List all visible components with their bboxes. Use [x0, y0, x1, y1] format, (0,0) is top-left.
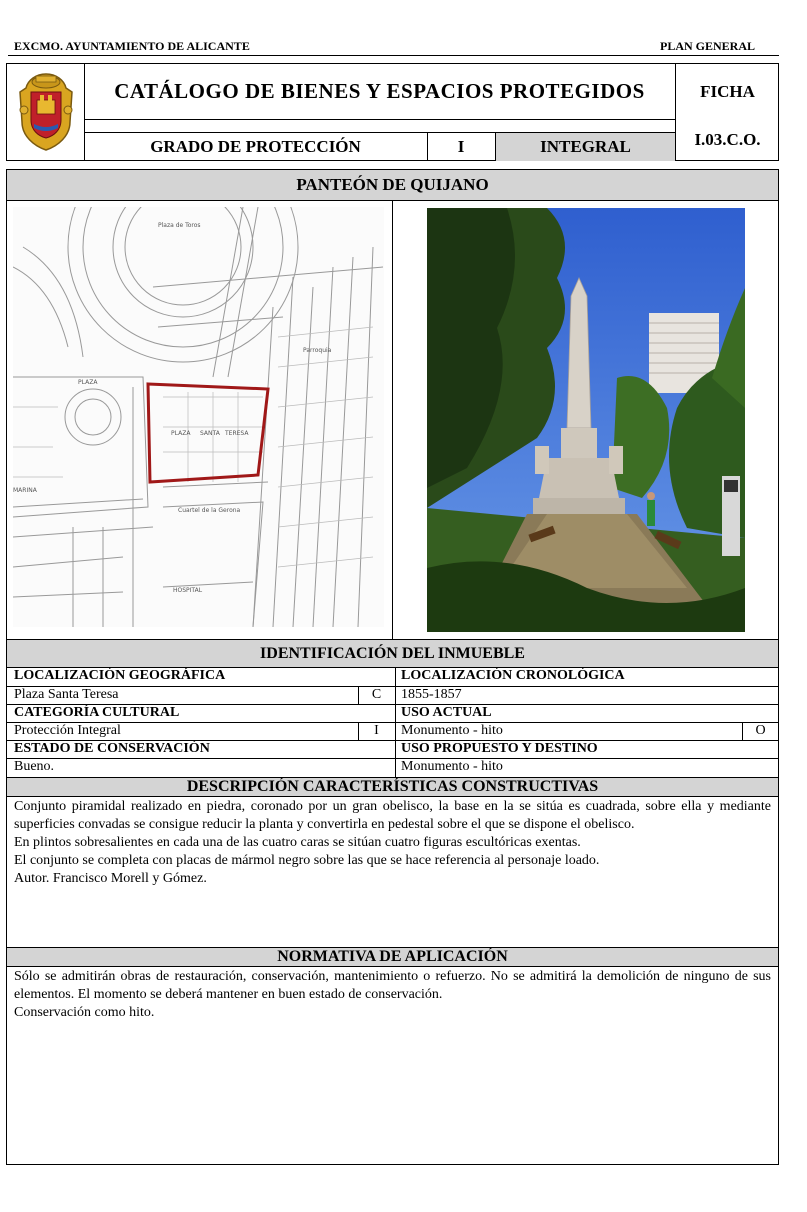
svg-text:Cuartel de la Gerona: Cuartel de la Gerona: [178, 507, 241, 514]
chrono-label: LOCALIZACIÓN CRONOLÓGICA: [401, 668, 625, 683]
ficha-code: I.03.C.O.: [694, 130, 761, 149]
estado-label: ESTADO DE CONSERVACIÓN: [14, 741, 210, 756]
grado-code: I: [457, 137, 465, 156]
uso-value: Monumento - hito: [401, 723, 503, 738]
svg-text:TERESA: TERESA: [225, 430, 249, 437]
monument-photo: [427, 208, 745, 632]
header-rule: [8, 55, 779, 56]
chrono-value: 1855-1857: [401, 687, 462, 702]
header-right: PLAN GENERAL: [660, 39, 756, 53]
svg-text:HOSPITAL: HOSPITAL: [173, 587, 203, 594]
uso-code: O: [755, 723, 766, 738]
geo-value: Plaza Santa Teresa: [14, 687, 119, 702]
normativa-body: [14, 968, 771, 1022]
svg-text:Parroquia: Parroquia: [303, 347, 332, 354]
geo-label: LOCALIZACIÓN GEOGRÁFICA: [14, 668, 226, 683]
divider: [392, 200, 393, 639]
header-left: EXCMO. AYUNTAMIENTO DE ALICANTE: [14, 39, 250, 53]
location-map: [13, 207, 384, 627]
monument-name: PANTEÓN DE QUIJANO: [296, 175, 489, 194]
svg-text:MARINA: MARINA: [13, 487, 37, 494]
description-p1: Conjunto piramidal realizado en piedra, coronado por un gran obelisco, la base en la se sitúa es cuadrada, sobre ella y mediante superficies convadas se consigue reducir la planta y convertirla en pedestal sobre el que se dispone el obelisco.: [14, 799, 771, 832]
normativa-p2: Conservación como hito.: [14, 1005, 155, 1020]
identification-title: IDENTIFICACIÓN DEL INMUEBLE: [260, 645, 525, 662]
svg-text:SANTA: SANTA: [200, 430, 220, 437]
description-p3: El conjunto se completa con placas de mármol negro sobre las que se hace referencia al personaje loado.: [14, 853, 600, 868]
cat-code: I: [374, 723, 379, 738]
estado-value: Bueno.: [14, 759, 55, 774]
ficha-label: FICHA: [700, 82, 755, 101]
svg-text:PLAZA: PLAZA: [78, 379, 98, 386]
svg-text:PLAZA: PLAZA: [171, 430, 191, 437]
grado-value: INTEGRAL: [540, 137, 631, 156]
grado-label: GRADO DE PROTECCIÓN: [150, 137, 361, 156]
cat-value: Protección Integral: [14, 723, 121, 738]
description-p2: En plintos sobresalientes en cada una de las cuatro caras se sitúan cuatro figuras escultóricas exentas.: [14, 835, 581, 850]
divider: [6, 758, 779, 759]
svg-text:Plaza de Toros: Plaza de Toros: [158, 222, 201, 229]
description-body: [14, 798, 771, 888]
prop-label: USO PROPUESTO Y DESTINO: [401, 741, 598, 756]
divider: [6, 796, 779, 797]
uso-label: USO ACTUAL: [401, 705, 492, 720]
catalog-title: CATÁLOGO DE BIENES Y ESPACIOS PROTEGIDOS: [114, 79, 645, 103]
normativa-title: NORMATIVA DE APLICACIÓN: [277, 948, 508, 965]
description-title: DESCRIPCIÓN CARACTERÍSTICAS CONSTRUCTIVAS: [186, 778, 599, 795]
coat-of-arms-logo: [16, 70, 76, 152]
cat-label: CATEGORÍA CULTURAL: [14, 705, 180, 720]
divider: [6, 966, 779, 967]
divider: [84, 119, 675, 120]
normativa-p1: Sólo se admitirán obras de restauración, conservación, mantenimiento o refuerzo. No se admitirá la demolición de ninguno de sus elementos. El momento se deberá mantener en buen estado de conservación.: [14, 969, 771, 1002]
geo-code: C: [371, 687, 382, 702]
prop-value: Monumento - hito: [401, 759, 503, 774]
description-p4: Autor. Francisco Morell y Gómez.: [14, 871, 207, 886]
